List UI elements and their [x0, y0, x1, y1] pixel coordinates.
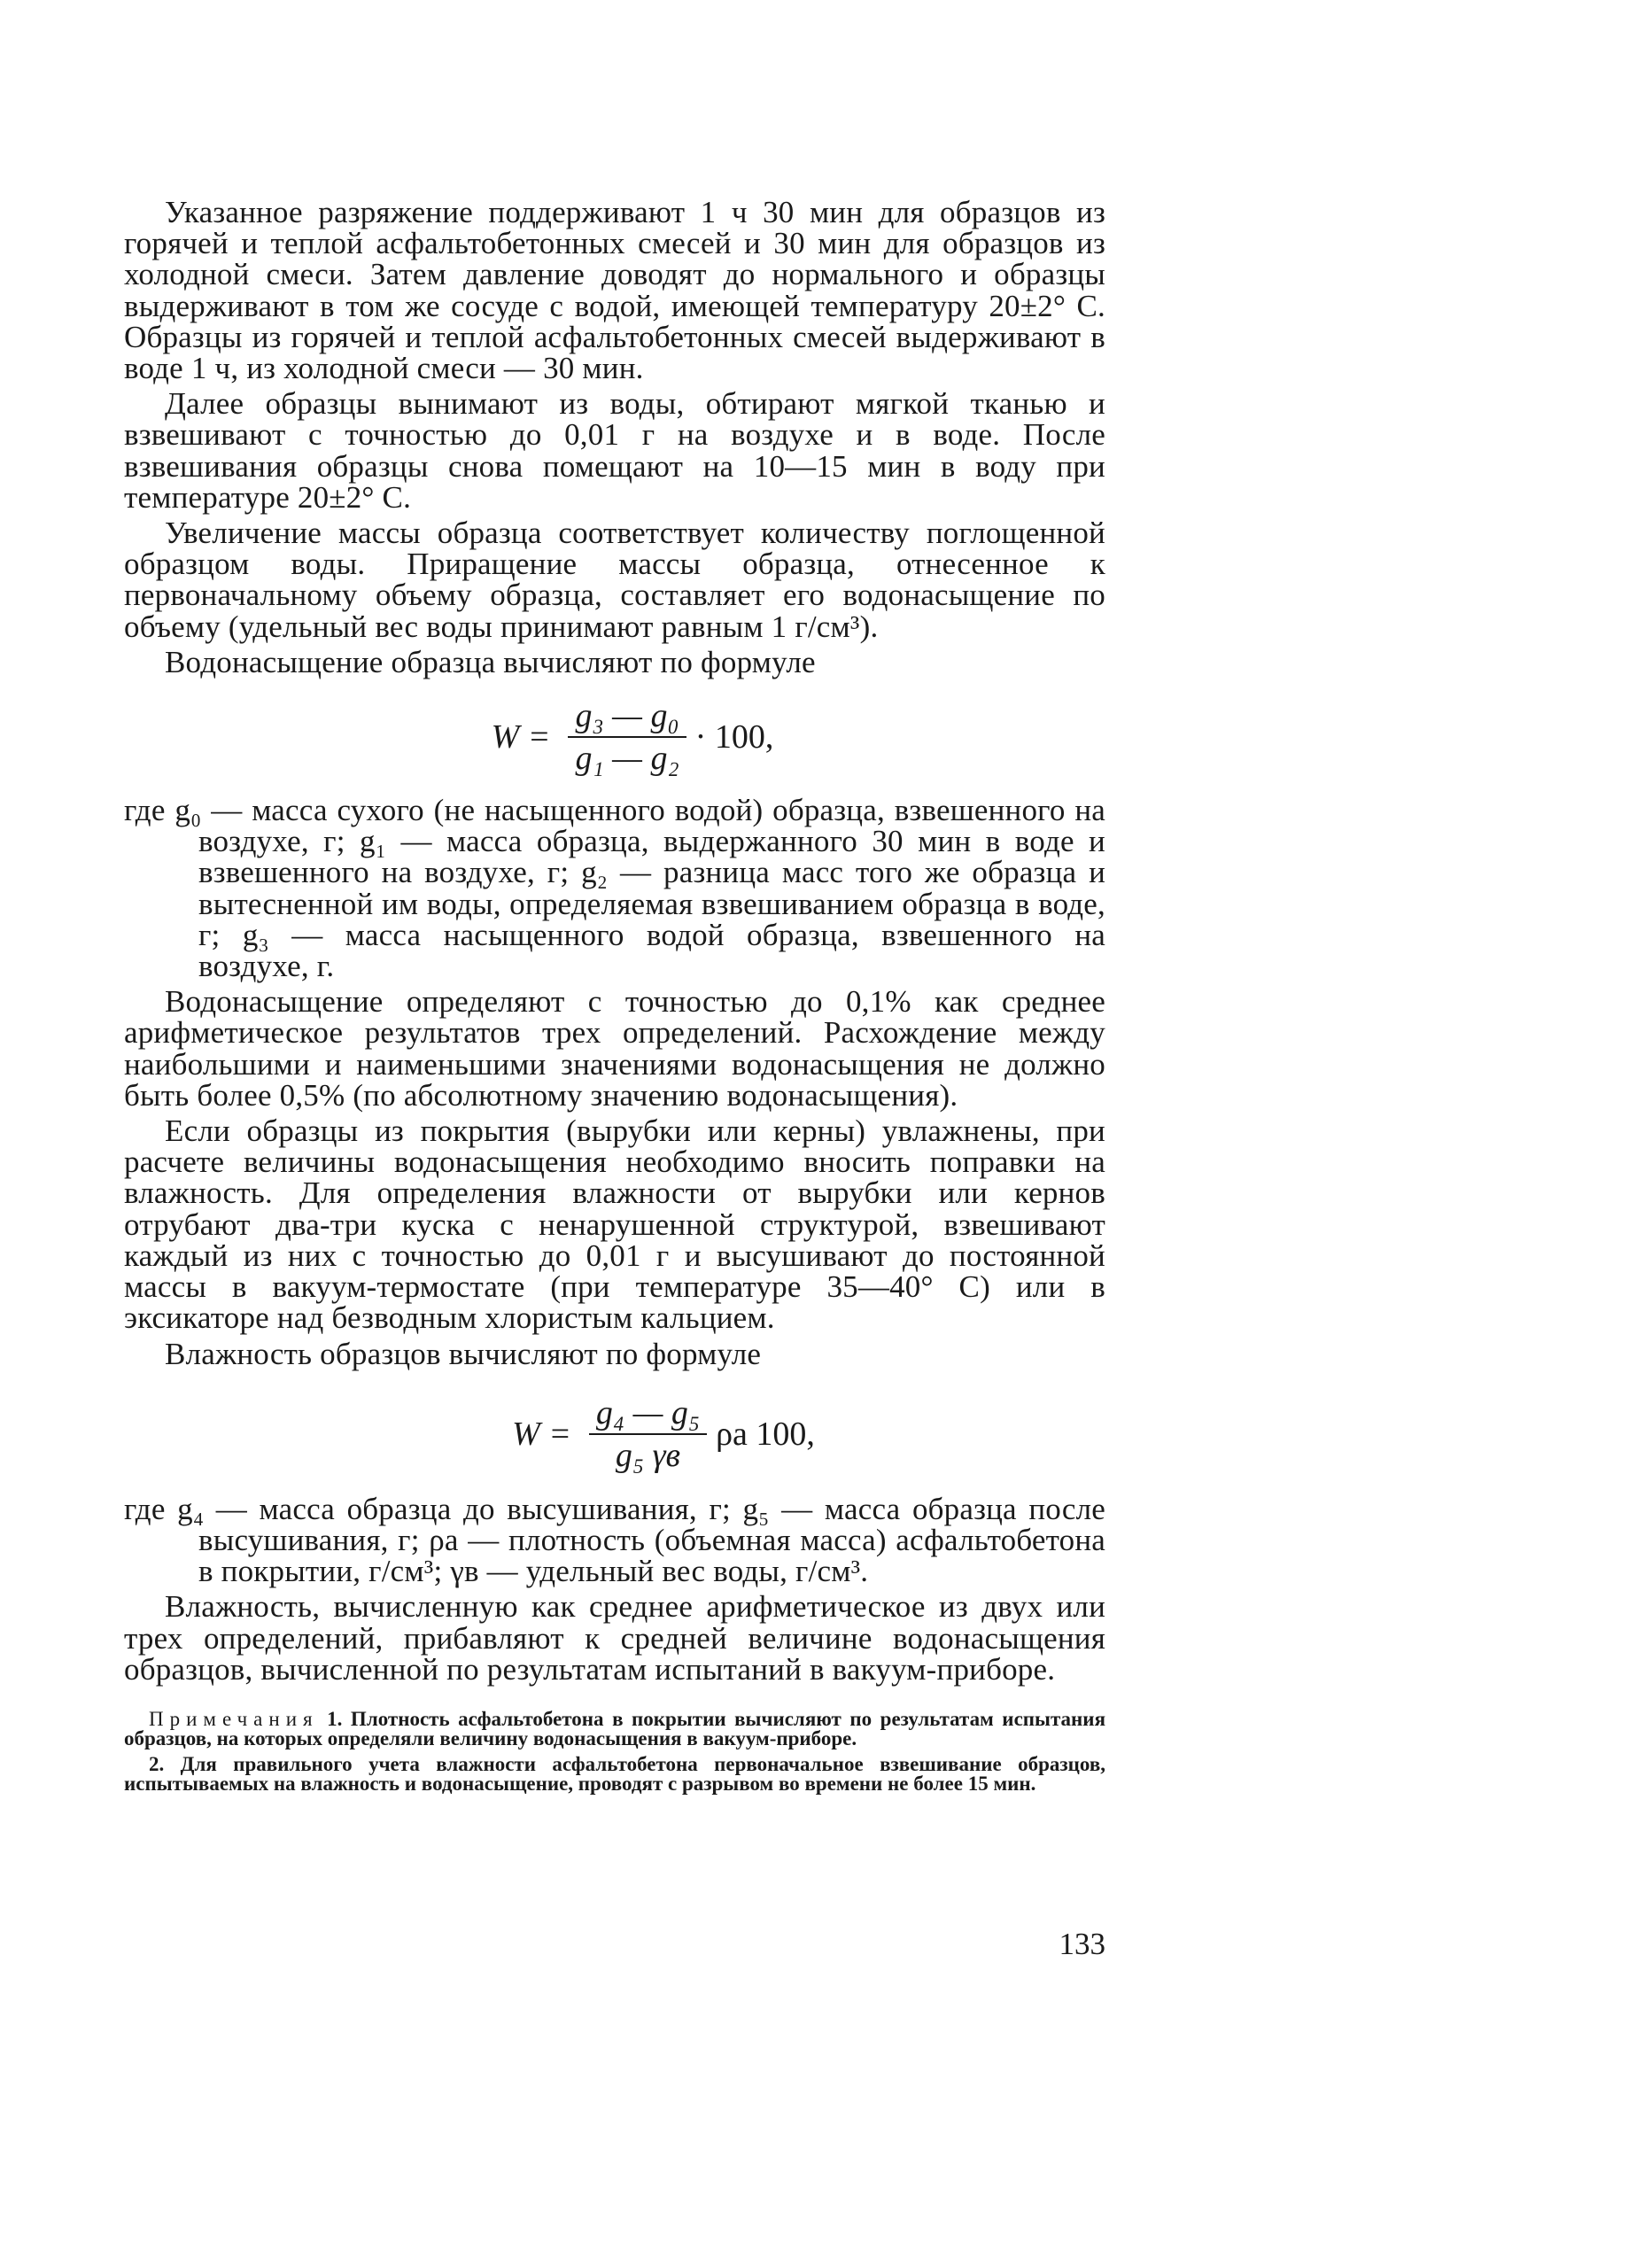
paragraph-weighing: Далее образцы вынимают из воды, обтирают мягкой тканью и взвешивают с точностью до 0,01 г на воздухе и в воде. После взвешивания образцы снова помещают на 10—15 мин в воду при температуре 20±2° С. — [124, 386, 1105, 515]
paragraph-accuracy: Водонасыщение определяют с точностью до 0,1% как среднее арифметическое результатов трех определений. Расхождение между наибольшими и наименьшими значениями водонасыщения не должно быть более 0,5% (по абсолютному значению водонасыщения). — [124, 984, 1105, 1113]
note-1-text: 1. Плотность асфальтобетона в покрытии вычисляют по результатам испытания образцов, на которых определяли величину водонасыщения в вакуум-приборе. — [124, 1707, 1106, 1750]
paragraph-formula-intro-moisture: Влажность образцов вычисляют по формуле — [165, 1336, 762, 1371]
formula-fraction — [568, 695, 686, 779]
formula-denominator: g₅ γв — [615, 1436, 681, 1474]
formula-lhs: W = — [512, 1415, 571, 1453]
formula-fraction — [589, 1393, 707, 1476]
notes-heading: Примечания — [149, 1707, 319, 1730]
paragraph-mass-increase: Увеличение массы образца соответствует количеству поглощенной образцом воды. Приращение массы образца, отнесенное к первоначальному объему образца, составляет его водонасыщение по объему (удельный вес воды принимают равным 1 г/см³). — [124, 516, 1105, 644]
page-number: 133 — [1059, 1927, 1105, 1961]
note-1 — [124, 1707, 1106, 1750]
paragraph-formula-intro-saturation: Водонасыщение образца вычисляют по формуле — [165, 644, 816, 679]
formula-numerator: g₄ — g₅ — [595, 1393, 701, 1431]
formula-legend-moisture: где g₄ — масса образца до высушивания, г; g₅ — масса образца после высушивания, г; ρа — плотность (объемная масса) асфальтобетона в покрытии, г/см³; γв — удельный вес воды, г/см³. — [124, 1491, 1105, 1589]
formula-numerator: g₃ — g₀ — [575, 697, 679, 735]
formula-lhs: W = — [491, 718, 551, 756]
paragraph-moisture-correction: Если образцы из покрытия (вырубки или керны) увлажнены, при расчете величины водонасыщения необходимо вносить поправки на влажность. Для определения влажности от вырубки или кернов отрубают два-три куска с ненарушенной структурой, взвешивают каждый из них с точностью до 0,01 г и высушивают до постоянной массы в вакуум-термостате (при температуре 35—40° С) или в эксикаторе над безводным хлористым кальцием. — [124, 1113, 1105, 1336]
note-2: 2. Для правильного учета влажности асфальтобетона первоначальное взвешивание образцов, испытываемых на влажность и водонасыщение, проводят с разрывом во времени не более 15 мин. — [124, 1752, 1105, 1796]
formula-legend-saturation: где g₀ — масса сухого (не насыщенного водой) образца, взвешенного на воздухе, г; g₁ — масса образца, выдержанного 30 мин в воде и взвешенного на воздухе, г; g₂ — разница масс того же образца и вытесненной им воды, определяемая взвешиванием образца в воде, г; g₃ — масса насыщенного водой образца, взвешенного на воздухе, г. — [124, 793, 1105, 984]
paragraph-vacuum-duration: Указанное разряжение поддерживают 1 ч 30 мин для образцов из горячей и теплой асфальтобетонных смесей и 30 мин для образцов из холодной смеси. Затем давление доводят до нормального и образцы выдерживают в том же сосуде с водой, имеющей температуру 20±2° С. Образцы из горячей и теплой асфальтобетонных смесей выдерживают в воде 1 ч, из холодной смеси — 30 мин. — [124, 195, 1105, 386]
formula-denominator: g₁ — g₂ — [575, 740, 679, 778]
formula-water-saturation — [124, 695, 1105, 779]
notes-block — [124, 1707, 1106, 1796]
formula-tail: · 100, — [694, 718, 774, 756]
document-page — [124, 195, 1106, 1961]
formula-tail: ρа 100, — [716, 1415, 815, 1453]
formula-moisture — [124, 1393, 1105, 1476]
paragraph-moisture-summary: Влажность, вычисленную как среднее арифметическое из двух или трех определений, прибавляют к средней величине водонасыщения образцов, вычисленной по результатам испытаний в вакуум-приборе. — [124, 1589, 1105, 1687]
